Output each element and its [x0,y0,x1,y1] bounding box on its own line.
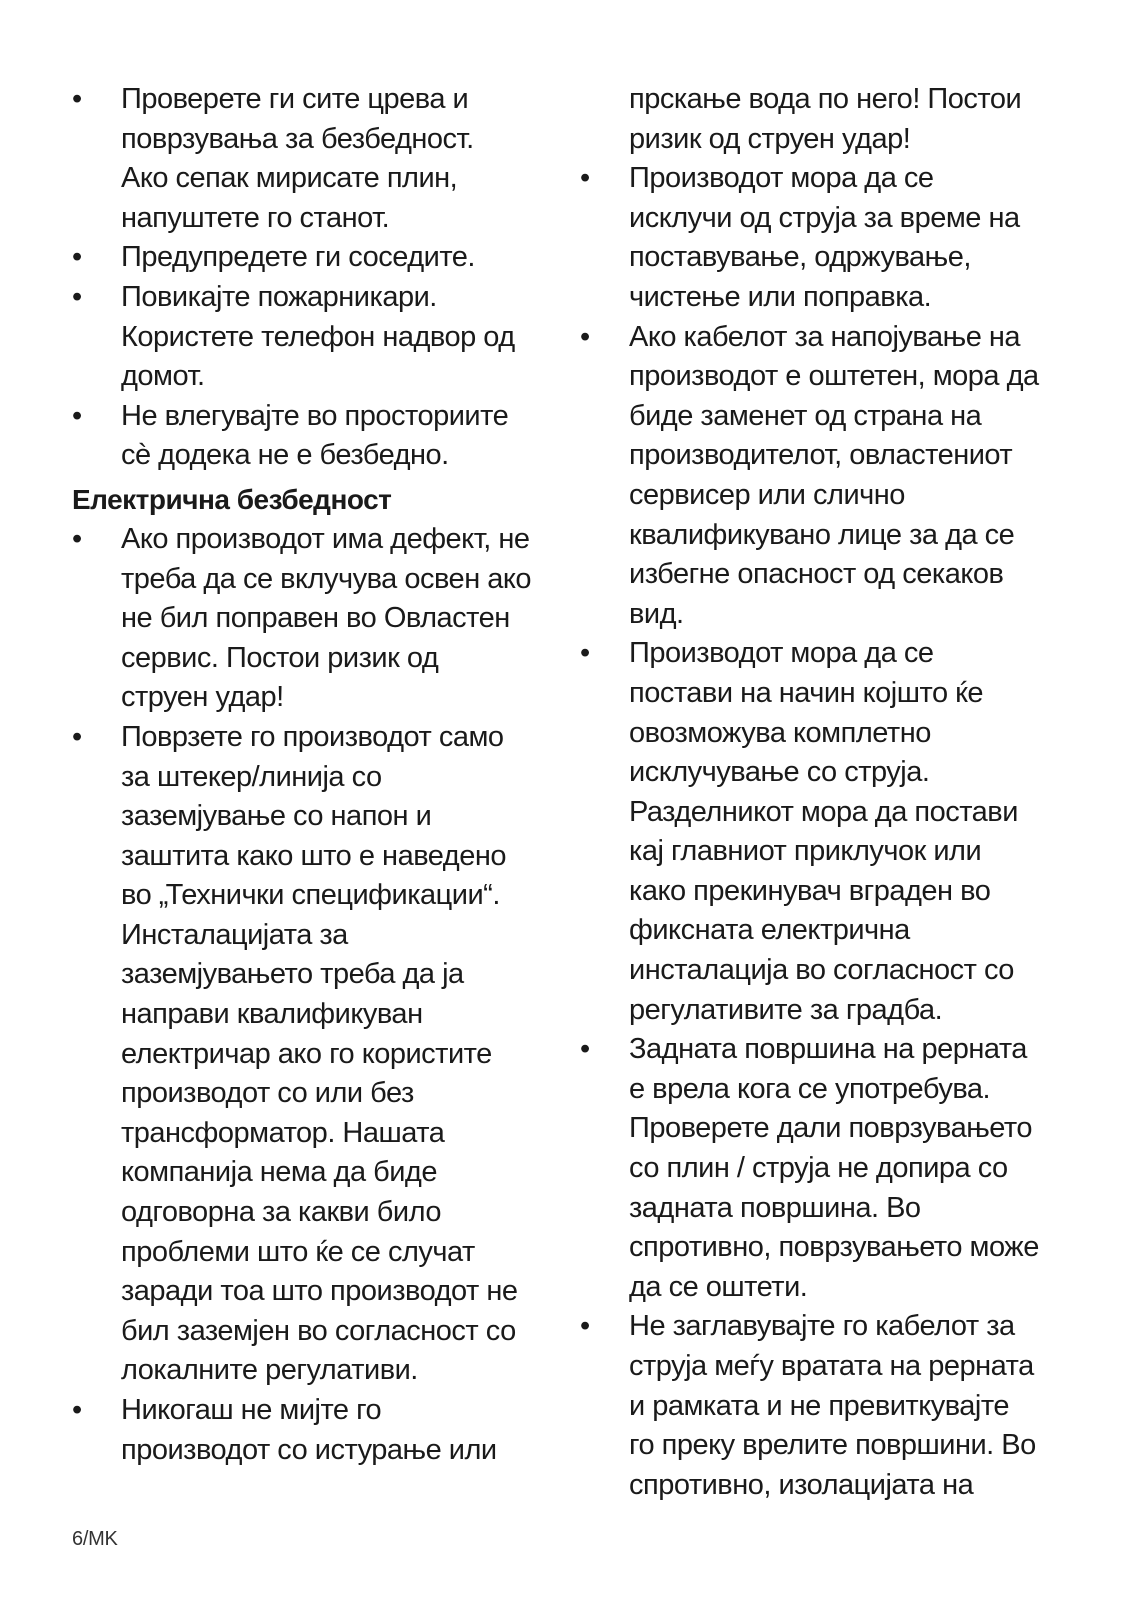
text-line: производот со или без [121,1077,414,1110]
text-line: ризик од струен удар! [629,122,911,155]
list-item [72,1391,552,1470]
bullet-marker: • [580,162,590,195]
list-item-text [629,634,1066,1030]
text-line: Ако производот има дефект, не [121,522,530,555]
text-line: напуштете го станот. [121,201,390,234]
text-line: бил заземјен во согласност со [121,1314,516,1347]
bullet-marker: • [72,280,82,313]
right-column [580,80,1066,1505]
text-line: струен удар! [121,681,284,714]
text-line: избегне опасност од секаков [629,558,1004,591]
text-line: спротивно, изолацијата на [629,1468,974,1501]
text-line: Производот мора да се [629,162,934,195]
text-line: треба да се вклучува освен ако [121,562,532,595]
text-line: фиксната електрична [629,914,910,947]
text-line: за штекер/линија со [121,760,382,793]
text-line: направи квалификуван [121,998,423,1031]
text-line: исклучи од струја за време на [629,201,1020,234]
bullet-marker: • [580,320,590,353]
text-line: инсталација во согласност со [629,954,1014,987]
bullet-marker: • [72,1394,82,1426]
text-line: да се оштети. [629,1270,808,1303]
text-line: биде заменет од страна на [629,399,982,432]
list-item [580,634,1066,1030]
text-line: заземјувањето треба да ја [121,958,464,991]
text-line: сервис. Постои ризик од [121,641,439,674]
bullet-marker: • [580,1033,590,1066]
list-item [580,318,1066,635]
text-line: Ако кабелот за напојување на [629,320,1021,353]
text-line: овозможува комплетно [629,716,931,749]
bullet-marker: • [72,83,82,115]
list-item-text [121,238,552,278]
text-line: со плин / струја не допира со [629,1152,1008,1185]
list-item [580,1307,1066,1505]
text-line: квалификувано лице за да се [629,518,1015,551]
list-item-text [121,520,552,718]
continued-paragraph [580,80,1066,159]
list-item-text [629,159,1066,317]
text-line: поврзувања за безбедност. [121,122,474,155]
text-line: производот е оштетен, мора да [629,360,1039,393]
text-line: вид. [629,597,684,630]
text-line: Ако сепак мирисате плин, [121,162,458,195]
text-line: локалните регулативи. [121,1354,418,1387]
list-item [72,397,552,476]
text-line: проблеми што ќе се случат [121,1235,475,1268]
text-line: Никогаш не мијте го [121,1394,382,1426]
text-line: производителот, овластениот [629,439,1013,472]
text-line: не бил поправен во Овластен [121,602,510,635]
text-line: Производот мора да се [629,637,934,670]
text-line: е врела кога се употребува. [629,1072,991,1105]
text-line: Инсталацијата за [121,918,348,951]
text-line: сѐ додека не е безбедно. [121,439,449,472]
bullet-marker: • [72,399,82,432]
text-line: задната површина. Во [629,1191,921,1224]
text-line: домот. [121,360,205,393]
page-number: 6/MK [72,1528,118,1550]
text-line: заземјување со напон и [121,800,432,833]
list-item-text [629,1030,1066,1307]
bullet-marker: • [72,522,82,555]
list-item [580,1030,1066,1307]
bullet-marker: • [580,637,590,670]
text-line: го преку врелите површини. Во [629,1429,1036,1462]
list-item-text [121,397,552,476]
text-line: како прекинувач вграден во [629,874,991,907]
list-item [72,80,552,238]
text-line: Користете телефон надвор од [121,320,515,353]
text-line: и рамката и не превиткувајте [629,1389,1009,1422]
text-line: поставување, одржување, [629,241,971,274]
text-line: трансформатор. Нашата [121,1116,445,1149]
text-line: исклучување со струја. [629,756,930,789]
list-item-text [121,718,552,1391]
text-line: Задната површина на рерната [629,1033,1027,1066]
text-line: Не заглавувајте го кабелот за [629,1310,1015,1343]
text-line: кај главниот приклучок или [629,835,982,868]
text-line: Повикајте пожарникари. [121,280,437,313]
list-item-text [121,80,552,238]
text-line: електричар ако го користите [121,1037,492,1070]
text-line: Не влегувајте во просториите [121,399,509,432]
section-heading-electrical-safety: Електрична безбедност [72,483,392,515]
list-item [72,278,552,397]
list-item [72,238,552,278]
text-line: Проверете дали поврзувањето [629,1112,1033,1145]
text-line: производот со истурање или [121,1433,497,1466]
list-item-text [629,318,1066,635]
text-line: Разделникот мора да постави [629,795,1018,828]
text-line: Предупредете ги соседите. [121,241,475,274]
text-line: чистење или поправка. [629,280,932,313]
bullet-marker: • [72,241,82,274]
text-line: заради тоа што производот не [121,1275,518,1308]
list-item [72,718,552,1391]
text-line: струја меѓу вратата на рерната [629,1350,1034,1382]
bullet-marker: • [580,1310,590,1343]
text-line: компанија нема да биде [121,1156,437,1189]
list-item-text [629,1307,1066,1505]
bullet-list-electrical-safety [72,520,552,1470]
text-line: постави на начин којшто ќе [629,676,983,709]
list-item [580,159,1066,317]
list-item-text [121,1391,552,1470]
text-line: Поврзете го производот само [121,720,504,753]
text-line: спротивно, поврзувањето може [629,1231,1039,1264]
bullet-marker: • [72,720,82,753]
text-line: прскање вода по него! Постои [629,83,1022,115]
bullet-list-gas-safety [72,80,552,476]
bullet-list-electrical-safety-continued [580,159,1066,1505]
list-item-text [121,278,552,397]
text-line: одговорна за какви било [121,1196,441,1229]
text-line: во „Технички спецификации“. [121,879,500,912]
text-line: Проверете ги сите црева и [121,83,469,115]
text-line: регулативите за градба. [629,993,943,1026]
list-item [72,520,552,718]
text-line: сервисер или слично [629,478,905,511]
left-column [72,80,552,1470]
text-line: заштита како што е наведено [121,839,506,872]
